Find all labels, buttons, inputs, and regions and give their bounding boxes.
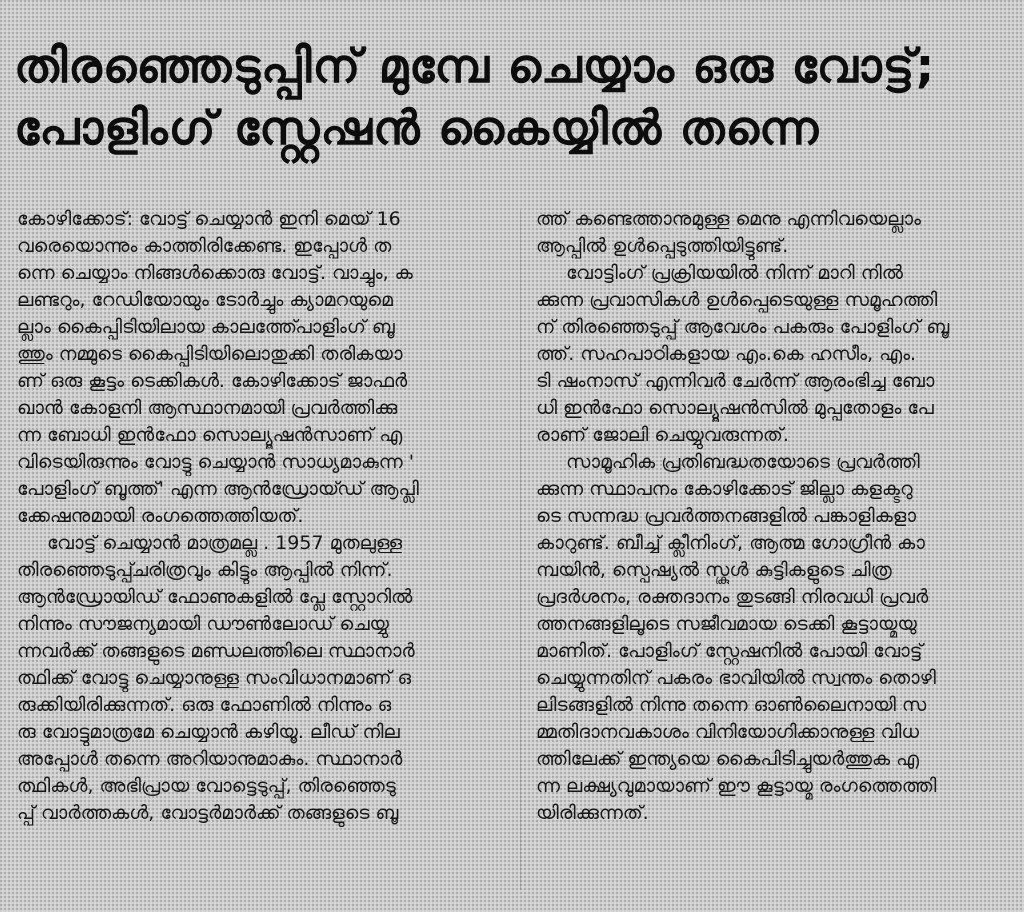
article-line: അപ്പോൾ തന്നെ അറിയാനുമാകും. സ്ഥാനാർ bbox=[17, 748, 403, 770]
article-column-right bbox=[536, 206, 1008, 827]
article-line: കാറുണ്ട്. ബീച്ച് ക്ലീനിംഗ്, ആത്മ ഗോഗ്രീൻ കാ bbox=[536, 532, 925, 554]
article-line: ടി ഷംനാസ് എന്നിവർ ചേർന്ന് ആരംഭിച്ച ബോ bbox=[536, 370, 935, 392]
headline bbox=[14, 36, 1010, 160]
article-line: ധി ഇൻഫോ സൊല്യൂഷൻസിൽ മുപ്പതോളം പേ bbox=[536, 397, 934, 419]
article-line: മ്മതിദാനവകാശം വിനിയോഗിക്കാനുള്ള വിധ bbox=[536, 721, 919, 743]
article-line: ലിടങ്ങളിൽ നിന്നു തന്നെ ഓൺലൈനായി സ bbox=[536, 694, 927, 716]
article-line: വോട്ട് ചെയ്യാൻ മാത്രമല്ല . 1957 മുതലുള്ള bbox=[47, 532, 403, 554]
article-line: ത്ഥികൾ, അഭിപ്രായ വോട്ടെടുപ്പ്, തിരഞ്ഞെടു bbox=[17, 775, 396, 797]
article-line: ആൻഡ്രോയിഡ് ഫോണുകളിൽ പ്ലേ സ്റ്റോറിൽ bbox=[17, 586, 413, 608]
headline-line-1: തിരഞ്ഞെടുപ്പിന് മുമ്പേ ചെയ്യാം ഒരു വോട്ട്; bbox=[14, 39, 936, 94]
article-column-left bbox=[17, 206, 505, 827]
article-line: യിരിക്കുന്നത്. bbox=[536, 802, 649, 824]
article-line: ക്കുന്ന പ്രവാസികൾ ഉൾപ്പെടെയുള്ള സമൂഹത്തി bbox=[536, 289, 938, 311]
article-line: ത്തനങ്ങളിലൂടെ സജീവമായ ടെക്കി കൂട്ടായ്മയു bbox=[536, 613, 917, 635]
article-line: ണ് ഒരു കൂട്ടം ടെക്കികൾ. കോഴിക്കോട് ജാഫർ bbox=[17, 370, 408, 392]
article-line: സാമൂഹിക പ്രതിബദ്ധതയോടെ പ്രവർത്തി bbox=[566, 451, 920, 473]
article-line: ക്കുന്ന സ്ഥാപനം കോഴിക്കോട് ജില്ലാ കളക്ടറു bbox=[536, 478, 913, 500]
article-line: പോളിംഗ് ബൂത്ത്' എന്ന ആൻഡ്രോയ്ഡ് ആപ്ലി bbox=[17, 478, 419, 500]
article-line: ചെയ്യുന്നതിന് പകരം ഭാവിയിൽ സ്വന്തം തൊഴി bbox=[536, 667, 936, 689]
article-line: വരെയൊന്നും കാത്തിരിക്കേണ്ട. ഇപ്പോൾ ത bbox=[17, 235, 392, 257]
article-line: ഖാൻ കോളനി ആസ്ഥാനമായി പ്രവർത്തിക്കു bbox=[17, 397, 398, 419]
article-line: പ്രദർശനം, രക്തദാനം തുടങ്ങി നിരവധി പ്രവർ bbox=[536, 586, 929, 608]
article-line: ന്ന ബോധി ഇൻഫോ സൊല്യൂഷൻസാണ് എ bbox=[17, 424, 403, 446]
article-line: ത്ത് കണ്ടെത്താനുമുള്ള മെനു എന്നിവയെല്ലാം bbox=[536, 208, 921, 230]
article-line: ല്ലാം കൈപ്പിടിയിലായ കാലത്ത്പോളിംഗ് ബൂ bbox=[17, 316, 395, 338]
article-line: ക്കേഷനുമായി രംഗത്തെത്തിയത്. bbox=[17, 505, 304, 527]
article-line: ആപ്പിൽ ഉൾപ്പെടുത്തിയിട്ടുണ്ട്. bbox=[536, 235, 789, 257]
article-line: ത്ത്. സഹപാഠികളായ എം.കെ ഹസീം, എം. bbox=[536, 343, 917, 365]
article-line: ന്നെ ചെയ്യാം നിങ്ങൾക്കൊരു വോട്ട്. വാച്ചും, ക bbox=[17, 262, 413, 284]
article-line: ന്നവർക്ക് തങ്ങളുടെ മണ്ഡലത്തിലെ സ്ഥാനാർ bbox=[17, 640, 415, 662]
article-line: രാണ് ജോലി ചെയ്യുവരുന്നത്. bbox=[536, 424, 789, 446]
article-line: രുക്കിയിരിക്കുന്നത്. ഒരു ഫോണിൽ നിന്നും ഒ bbox=[17, 694, 392, 716]
article-line: കോഴിക്കോട്: വോട്ട് ചെയ്യാൻ ഇനി മെയ് 16 bbox=[17, 208, 401, 230]
article-line: ത്തും നമ്മുടെ കൈപ്പിടിയിലൊതുക്കി തരികയാ bbox=[17, 343, 403, 365]
article-line: ന് തിരഞ്ഞെടുപ്പ് ആവേശം പകരും പോളിംഗ് ബൂ bbox=[536, 316, 950, 338]
article-line: മാണിത്. പോളിംഗ് സ്റ്റേഷനിൽ പോയി വോട്ട് bbox=[536, 640, 923, 662]
article-line: ടെ സന്നദ്ധ പ്രവർത്തനങ്ങളിൽ പങ്കാളികളാ bbox=[536, 505, 916, 527]
column-divider bbox=[520, 210, 521, 890]
article-line: മ്പയിൻ, സ്പെഷ്യൽ സ്കൂൾ കുട്ടികളുടെ ചിത്ര bbox=[536, 559, 892, 581]
headline-line-2: പോളിംഗ് സ്റ്റേഷൻ കൈയ്യിൽ തന്നെ bbox=[14, 101, 820, 156]
article-line: ന്ന ലക്ഷ്യവുമായാണ് ഈ കൂട്ടായ്മ രംഗത്തെത്തി bbox=[536, 775, 937, 797]
article-line: ലണ്ടറും, റേഡിയോയും ടോർച്ചും ക്യാമറയുമെ bbox=[17, 289, 393, 311]
article-line: രു വോട്ടുമാത്രമേ ചെയ്യാൻ കഴിയൂ. ലീഡ് നില bbox=[17, 721, 400, 743]
article-line: തിരഞ്ഞെടുപ്പ്ചരിത്രവും കിട്ടും ആപ്പിൽ നിന്ന്. bbox=[17, 559, 393, 581]
article-line: ത്ഥിക്ക് വോട്ടു ചെയ്യാനുള്ള സംവിധാനമാണ് ഒ bbox=[17, 667, 412, 689]
article-line: വോട്ടിംഗ് പ്രക്രിയയിൽ നിന്ന് മാറി നിൽ bbox=[566, 262, 903, 284]
article-line: വിടെയിരുന്നും വോട്ടു ചെയ്യാൻ സാധ്യമാകുന്ന ' bbox=[17, 451, 415, 473]
article-line: പ്പ് വാർത്തകൾ, വോട്ടർമാർക്ക് തങ്ങളുടെ ബൂ bbox=[17, 802, 399, 824]
article-line: നിന്നും സൗജന്യമായി ഡൗൺലോഡ് ചെയ്യു bbox=[17, 613, 389, 635]
article-line: ത്തിലേക്ക് ഇന്ത്യയെ കൈപിടിച്ചുയർത്തുക എ bbox=[536, 748, 920, 770]
